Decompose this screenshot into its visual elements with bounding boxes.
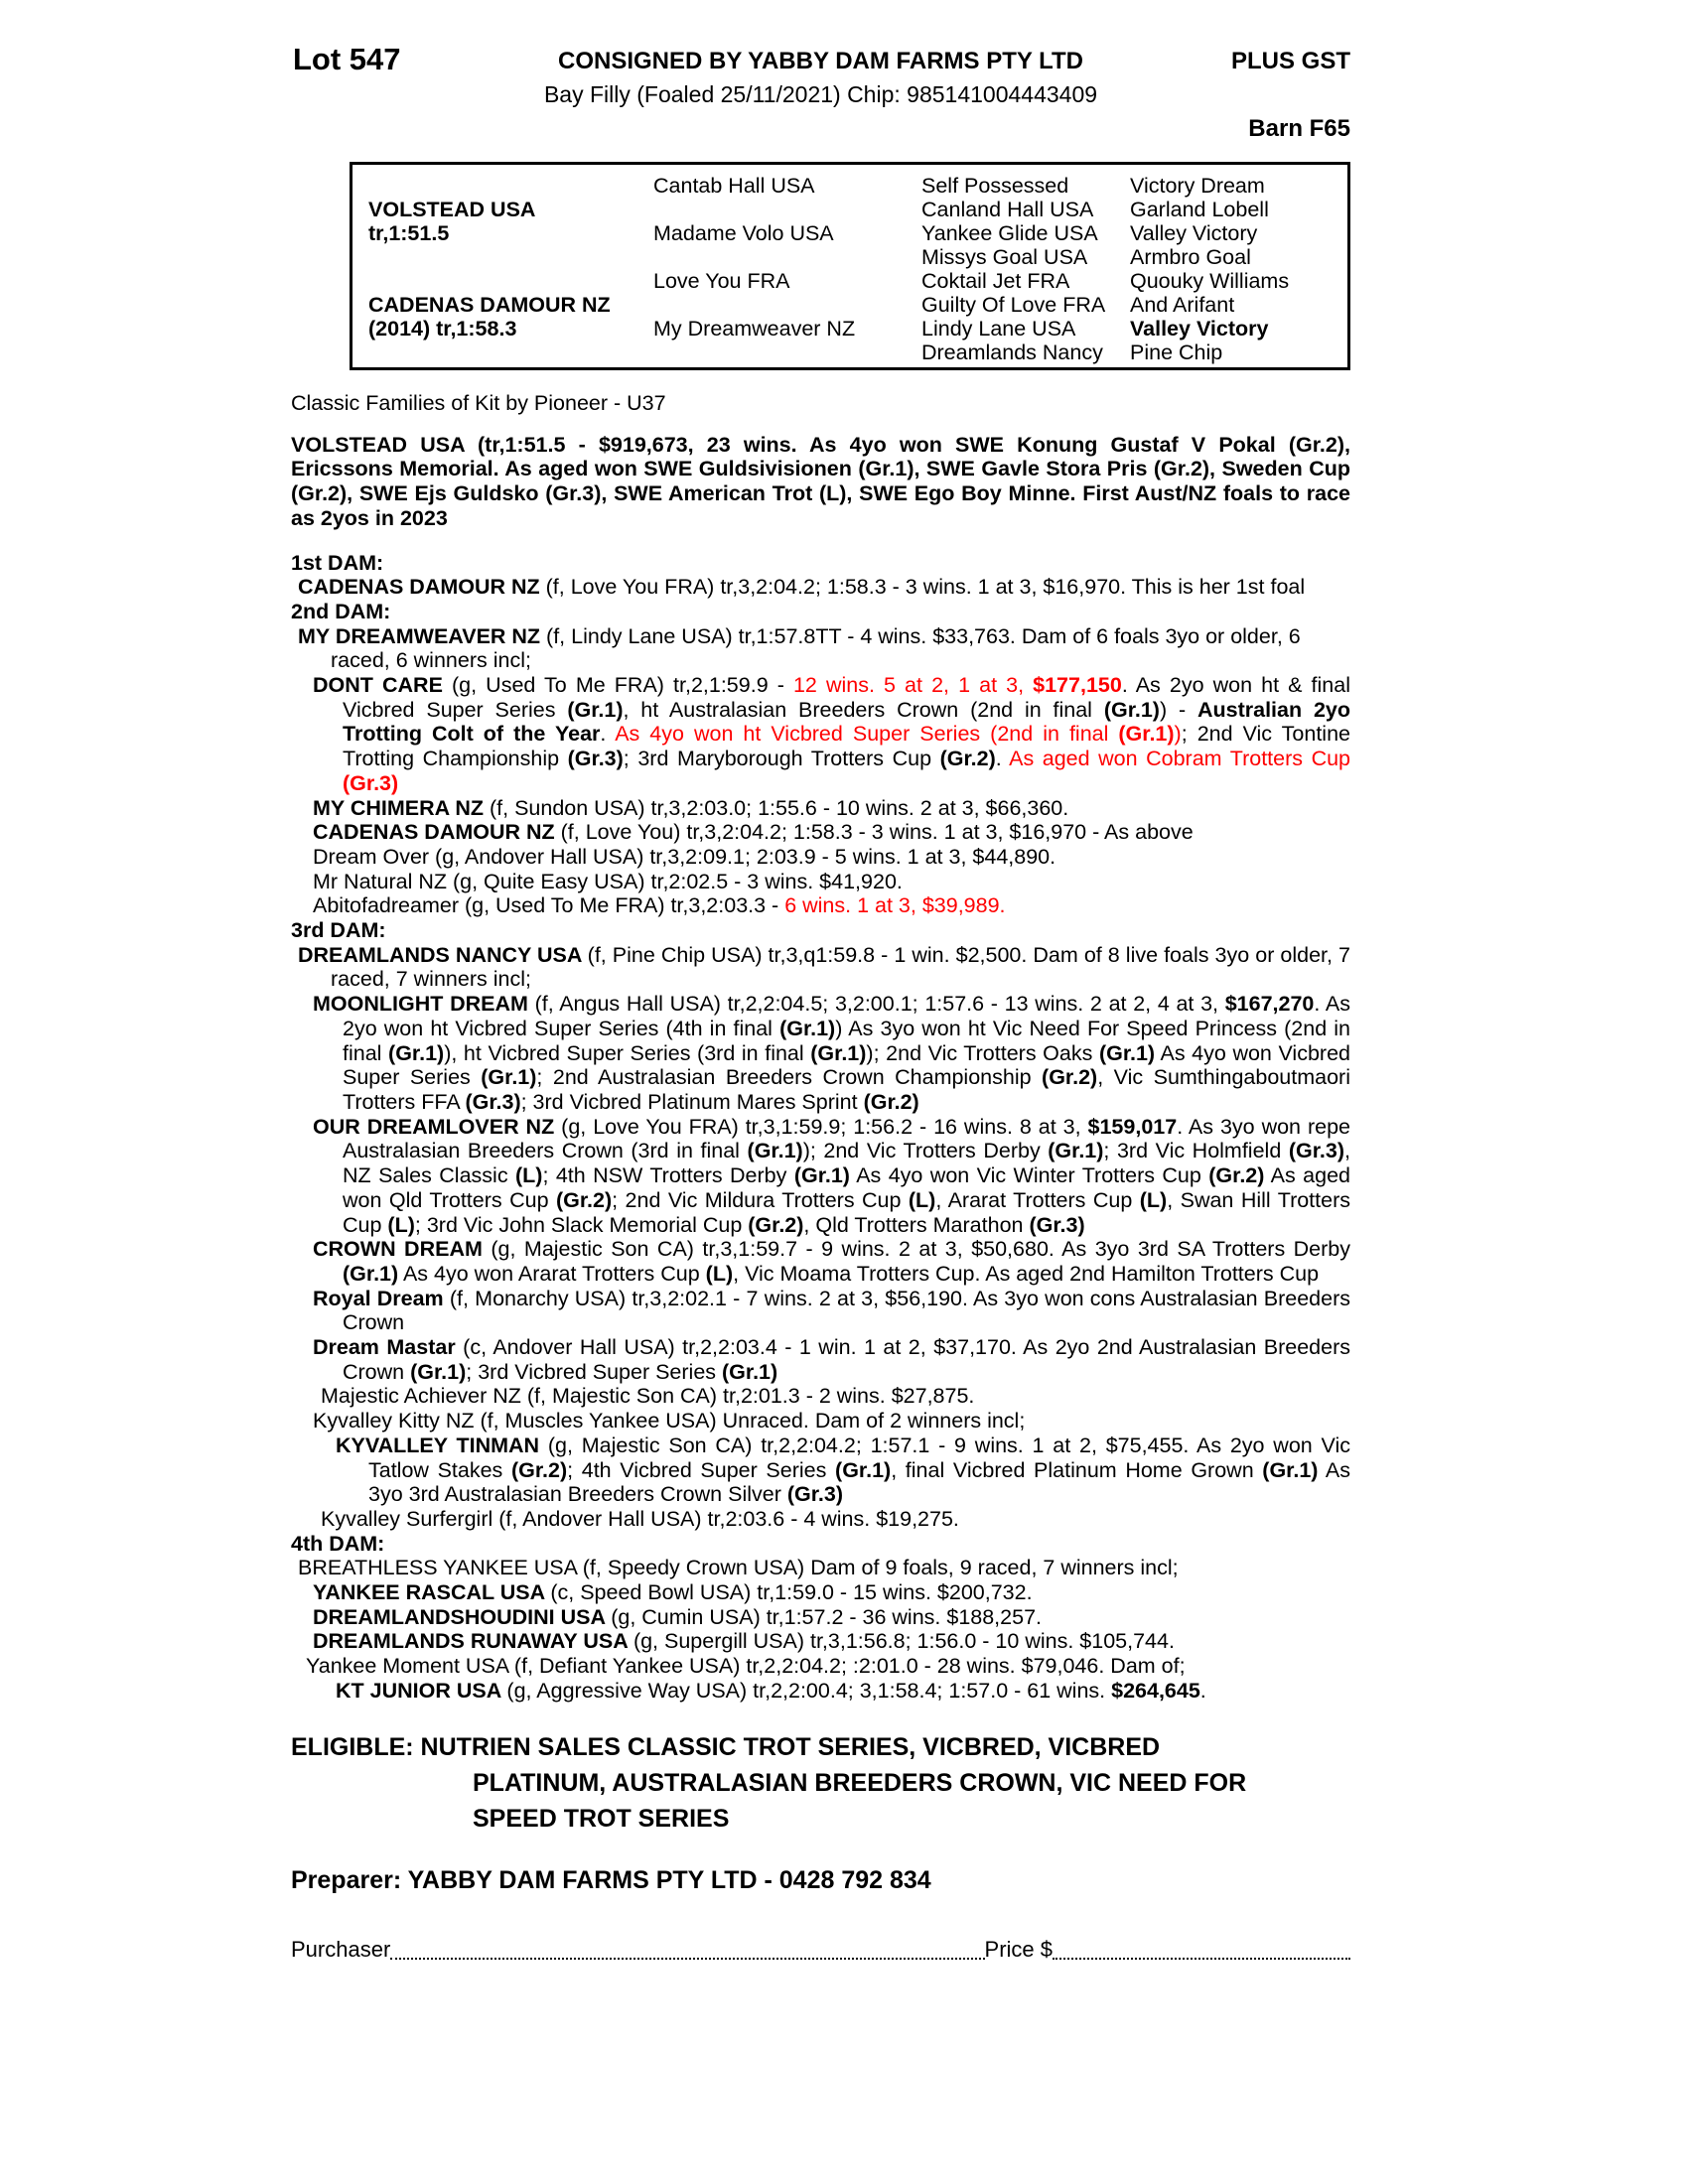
pedigree-cell: Self Possessed: [921, 174, 1069, 198]
text-segment: (g, Supergill USA) tr,3,1:56.8; 1:56.0 - 10 wins. $105,744.: [633, 1629, 1175, 1654]
pedigree-entry: [291, 992, 1350, 1115]
pedigree-cell: Lindy Lane USA: [921, 317, 1076, 341]
text-segment: As 3yo 3rd Australasian Breeders Crown Silver: [368, 1457, 1350, 1507]
text-segment: MY DREAMWEAVER NZ: [298, 623, 547, 648]
eligibility-block: [291, 1729, 1350, 1837]
text-segment: ); 2nd Vic Trotters Derby: [802, 1139, 1049, 1163]
text-segment: CADENAS DAMOUR NZ: [298, 575, 546, 600]
pedigree-cell: Canland Hall USA: [921, 198, 1094, 221]
text-segment: (L): [1139, 1187, 1168, 1212]
consignor-line: CONSIGNED BY YABBY DAM FARMS PTY LTD: [558, 48, 1083, 74]
text-segment: (Gr.2): [748, 1212, 804, 1237]
text-segment: As 4yo won ht Vicbred Super Series (2nd in final: [615, 722, 1119, 747]
text-segment: , ht Australasian Breeders Crown (2nd in final: [623, 697, 1104, 722]
pedigree-cell: Yankee Glide USA: [921, 221, 1098, 245]
text-segment: (g, Used To Me FRA) tr,2,1:59.9 -: [452, 673, 793, 698]
text-segment: (L): [515, 1163, 543, 1188]
pedigree-cell: [653, 293, 855, 317]
text-segment: (f, Lindy Lane USA) tr,1:57.8TT - 4 wins. $33,763. Dam of 6 foals 3yo or older, 6 raced, 6 winners incl;: [331, 623, 1301, 673]
text-segment: $264,645: [1111, 1678, 1200, 1703]
text-segment: Mr Natural NZ (g, Quite Easy USA) tr,2:02.5 - 3 wins. $41,920.: [313, 869, 903, 893]
purchaser-label: Purchaser: [291, 1936, 391, 1962]
text-segment: As 4yo won Ararat Trotters Cup: [398, 1261, 706, 1286]
pedigree-cell: [653, 245, 855, 269]
pedigree-entry: [291, 1605, 1350, 1630]
sire-summary-paragraph: VOLSTEAD USA (tr,1:51.5 - $919,673, 23 wins. As 4yo won SWE Konung Gustaf V Pokal (Gr.2), Ericssons Memorial. As aged won SWE Guldsivisionen (Gr.1), SWE Gavle Stora Pris (Gr.2), Sweden Cup (Gr.2), SWE Ejs Guldsko (Gr.3), SWE American Trot (L), SWE Ego Boy Minne. First Aust/NZ foals to race as 2yos in 2023: [291, 432, 1350, 530]
text-segment: Kyvalley Surfergirl (f, Andover Hall USA) tr,2:03.6 - 4 wins. $19,275.: [321, 1506, 959, 1531]
dam-heading: 1st DAM:: [291, 550, 384, 575]
pedigree-entry: [291, 820, 1350, 845]
family-reference-line: Classic Families of Kit by Pioneer - U37: [291, 391, 666, 415]
text-segment: KT JUNIOR USA: [336, 1678, 507, 1703]
text-segment: , NZ Sales Classic: [343, 1139, 1350, 1188]
pedigree-column: [368, 174, 611, 364]
pedigree-cell: Valley Victory: [1130, 221, 1258, 245]
text-segment: (L): [908, 1187, 936, 1212]
text-segment: ) -: [1159, 697, 1197, 722]
text-segment: Majestic Achiever NZ (f, Majestic Son CA) tr,2:01.3 - 2 wins. $27,875.: [321, 1384, 975, 1409]
text-segment: (Gr.2): [939, 747, 996, 771]
eligibility-line: SPEED TROT SERIES: [473, 1804, 730, 1833]
pedigree-cell: Armbro Goal: [1130, 245, 1251, 269]
text-segment: ; 4th Vicbred Super Series: [567, 1457, 836, 1482]
text-segment: (f, Monarchy USA) tr,3,2:02.1 - 7 wins. 2 at 3, $56,190. As 3yo won cons Australasian Breeders Crown: [343, 1286, 1350, 1335]
text-segment: (Gr.1): [793, 1163, 850, 1188]
text-segment: (g, Aggressive Way USA) tr,2,2:00.4; 3,1:58.4; 1:57.0 - 61 wins.: [506, 1678, 1112, 1703]
text-segment: (Gr.1): [567, 697, 624, 722]
text-segment: ); 2nd Vic Trotters Oaks: [866, 1040, 1099, 1065]
plus-gst-label: PLUS GST: [1230, 48, 1350, 74]
pedigree-entry: [291, 1409, 1350, 1433]
text-segment: (Gr.1): [1262, 1457, 1319, 1482]
text-segment: ; 2nd Australasian Breeders Crown Championship: [536, 1065, 1043, 1090]
text-segment: DREAMLANDS NANCY USA: [298, 942, 588, 967]
pedigree-cell: CADENAS DAMOUR NZ: [368, 293, 611, 317]
text-segment: . As 2yo won ht & final Vicbred Super Series: [343, 673, 1350, 722]
text-segment: YANKEE RASCAL USA: [313, 1580, 551, 1605]
pedigree-entry: [291, 673, 1350, 796]
text-segment: (Gr.3): [343, 770, 399, 795]
page-header: [291, 0, 1350, 162]
lot-number: Lot 547: [293, 42, 401, 76]
text-segment: ; 3rd Maryborough Trotters Cup: [623, 747, 940, 771]
text-segment: ) As 3yo won ht Vic Need For Speed Princess (2nd in final: [343, 1016, 1351, 1065]
text-segment: BREATHLESS YANKEE USA (f, Speedy Crown USA) Dam of 9 foals, 9 raced, 7 winners incl;: [298, 1556, 1179, 1580]
text-segment: 6 wins. 1 at 3, $39,989.: [784, 893, 1006, 918]
pedigree-entry: [291, 1335, 1350, 1384]
text-segment: , Ararat Trotters Cup: [935, 1187, 1140, 1212]
pedigree-entry: [291, 1287, 1350, 1335]
purchaser-price-line: [291, 1937, 1350, 1963]
text-segment: DONT CARE: [313, 673, 452, 698]
text-segment: (Gr.2): [555, 1187, 613, 1212]
text-segment: .: [1199, 1678, 1206, 1703]
text-segment: MOONLIGHT DREAM: [313, 992, 535, 1017]
pedigree-column: [1130, 174, 1289, 364]
text-segment: (L): [387, 1212, 415, 1237]
pedigree-entry: [291, 893, 1350, 918]
text-segment: .: [995, 747, 1010, 771]
price-dotted-leader: [1053, 1958, 1350, 1960]
pedigree-cell: Dreamlands Nancy: [921, 341, 1103, 364]
pedigree-cell: [368, 269, 611, 293]
pedigree-entry: [291, 943, 1350, 992]
pedigree-cell: [653, 341, 855, 364]
pedigree-cell: Guilty Of Love FRA: [921, 293, 1106, 317]
pedigree-cell: [368, 174, 611, 198]
text-segment: (g, Majestic Son CA) tr,2,2:04.2; 1:57.1 - 9 wins. 1 at 2, $75,455. As 2yo won Vic Tatlow Stakes: [368, 1433, 1350, 1482]
text-segment: (c, Speed Bowl USA) tr,1:59.0 - 15 wins. $200,732.: [550, 1580, 1033, 1605]
pedigree-cell: [368, 341, 611, 364]
text-segment: OUR DREAMLOVER NZ: [313, 1114, 562, 1139]
text-segment: ; 3rd Vic John Slack Memorial Cup: [414, 1212, 749, 1237]
text-segment: ; 2nd Vic Mildura Trotters Cup: [612, 1187, 909, 1212]
text-segment: (Gr.1): [1048, 1139, 1104, 1163]
pedigree-entry: [291, 870, 1350, 894]
pedigree-entry: [291, 1629, 1350, 1654]
pedigree-cell: Cantab Hall USA: [653, 174, 815, 198]
text-segment: (Gr.2): [1042, 1065, 1098, 1090]
pedigree-cell: Coktail Jet FRA: [921, 269, 1070, 293]
pedigree-table: [350, 162, 1350, 370]
pedigree-column: [653, 174, 855, 364]
barn-label: Barn F65: [1248, 115, 1350, 142]
text-segment: DREAMLANDSHOUDINI USA: [313, 1604, 612, 1629]
pedigree-cell: And Arifant: [1130, 293, 1235, 317]
text-segment: (Gr.1): [481, 1065, 537, 1090]
pedigree-entry: [291, 1556, 1350, 1580]
text-segment: . As 3yo won repe Australasian Breeders Crown (3rd in final: [343, 1114, 1350, 1163]
pedigree-cell: [653, 198, 855, 221]
text-segment: , Qld Trotters Marathon: [803, 1212, 1030, 1237]
pedigree-cell: Valley Victory: [1130, 317, 1269, 341]
text-segment: 12 wins. 5 at 2, 1 at 3,: [792, 673, 1034, 698]
text-segment: , Swan Hill Trotters Cup: [343, 1187, 1350, 1237]
text-segment: DREAMLANDS RUNAWAY USA: [313, 1629, 633, 1654]
text-segment: (Gr.2): [863, 1089, 919, 1114]
text-segment: (Gr.1): [1103, 697, 1160, 722]
text-segment: As 4yo won Vicbred Super Series: [343, 1040, 1350, 1090]
pedigree-column: [921, 174, 1105, 364]
text-segment: (Gr.1): [1098, 1040, 1156, 1065]
pedigree-cell: Missys Goal USA: [921, 245, 1088, 269]
text-segment: . As 2yo won ht Vicbred Super Series (4th in final: [343, 992, 1350, 1040]
text-segment: ), ht Vicbred Super Series (3rd in final: [444, 1040, 811, 1065]
text-segment: , final Vicbred Platinum Home Grown: [891, 1457, 1263, 1482]
text-segment: (Gr.3): [1029, 1212, 1085, 1237]
text-segment: (Gr.1): [835, 1457, 892, 1482]
pedigree-cell: My Dreamweaver NZ: [653, 317, 856, 341]
text-segment: (Gr.1): [410, 1359, 467, 1384]
text-segment: KYVALLEY TINMAN: [336, 1433, 548, 1457]
pedigree-cell: tr,1:51.5: [368, 221, 450, 245]
text-segment: (f, Sundon USA) tr,3,2:03.0; 1:55.6 - 10 wins. 2 at 3, $66,360.: [489, 795, 1069, 820]
pedigree-cell: (2014) tr,1:58.3: [368, 317, 517, 341]
text-segment: As 4yo won Vic Winter Trotters Cup: [849, 1163, 1209, 1188]
text-segment: Dream Mastar: [313, 1335, 464, 1360]
text-segment: Dream Over (g, Andover Hall USA) tr,3,2:09.1; 2:03.9 - 5 wins. 1 at 3, $44,890.: [313, 844, 1056, 869]
text-segment: (Gr.1): [343, 1261, 399, 1286]
purchaser-dotted-leader: [390, 1958, 984, 1960]
pedigree-cell: Madame Volo USA: [653, 221, 834, 245]
text-segment: (L): [705, 1261, 734, 1286]
eligibility-line: PLATINUM, AUSTRALASIAN BREEDERS CROWN, VIC NEED FOR: [473, 1768, 1247, 1797]
text-segment: ; 2nd Vic Tontine Trotting Championship: [343, 722, 1350, 771]
text-segment: Royal Dream: [313, 1286, 450, 1310]
dam-heading: 4th DAM:: [291, 1531, 385, 1556]
text-segment: ; 4th NSW Trotters Derby: [542, 1163, 794, 1188]
pedigree-entry: [291, 1507, 1350, 1532]
horse-description: Bay Filly (Foaled 25/11/2021) Chip: 985141004443409: [543, 81, 1098, 107]
pedigree-entry: [291, 1115, 1350, 1238]
text-segment: (Gr.1): [779, 1016, 836, 1040]
eligibility-line: ELIGIBLE: NUTRIEN SALES CLASSIC TROT SERIES, VICBRED, VICBRED: [291, 1732, 1161, 1761]
text-segment: ; 3rd Vicbred Super Series: [466, 1359, 723, 1384]
text-segment: As aged won Cobram Trotters Cup: [1009, 747, 1351, 771]
text-segment: (f, Pine Chip USA) tr,3,q1:59.8 - 1 win. $2,500. Dam of 8 live foals 3yo or older, 7 raced, 7 winners incl;: [331, 942, 1350, 992]
text-segment: (f, Love You FRA) tr,3,2:04.2; 1:58.3 - 3 wins. 1 at 3, $16,970. This is her 1st foal: [545, 575, 1306, 600]
text-segment: ; 3rd Vicbred Platinum Mares Sprint: [520, 1089, 864, 1114]
dam-heading: 3rd DAM:: [291, 918, 386, 943]
text-segment: , Vic Moama Trotters Cup. As aged 2nd Hamilton Trotters Cup: [733, 1261, 1320, 1286]
text-segment: Abitofadreamer (g, Used To Me FRA) tr,3,2:03.3 -: [313, 893, 785, 918]
text-segment: (Gr.2): [1208, 1163, 1265, 1188]
pedigree-entry: [291, 1654, 1350, 1679]
text-segment: (f, Angus Hall USA) tr,2,2:04.5; 3,2:00.1; 1:57.6 - 13 wins. 2 at 2, 4 at 3,: [534, 992, 1225, 1017]
pedigree-cell: VOLSTEAD USA: [368, 198, 536, 221]
body-text: [291, 391, 1350, 1704]
pedigree-cell: Garland Lobell: [1130, 198, 1269, 221]
pedigree-entry: [291, 845, 1350, 870]
text-segment: Kyvalley Kitty NZ (f, Muscles Yankee USA) Unraced. Dam of 2 winners incl;: [313, 1409, 1026, 1433]
pedigree-entry: [291, 796, 1350, 821]
text-segment: (Gr.1): [722, 1359, 778, 1384]
text-segment: (Gr.3): [1288, 1139, 1345, 1163]
text-segment: (Gr.1): [747, 1139, 803, 1163]
text-segment: (g, Majestic Son CA) tr,3,1:59.7 - 9 wins. 2 at 3, $50,680. As 3yo 3rd SA Trotters Derby: [491, 1237, 1351, 1262]
pedigree-entry: [291, 624, 1350, 673]
pedigree-entry: [291, 1433, 1350, 1507]
text-segment: (Gr.3): [786, 1482, 843, 1507]
text-segment: Australian 2yo Trotting Colt of the Year: [343, 697, 1350, 747]
dam-heading: 2nd DAM:: [291, 599, 391, 623]
pedigree-cell: Pine Chip: [1130, 341, 1223, 364]
text-segment: .: [600, 722, 616, 747]
text-segment: (g, Cumin USA) tr,1:57.2 - 36 wins. $188,257.: [611, 1604, 1043, 1629]
text-segment: (Gr.1): [1118, 722, 1175, 747]
price-label: Price $: [984, 1936, 1053, 1962]
text-segment: As aged won Qld Trotters Cup: [343, 1163, 1350, 1212]
pedigree-entry: [291, 1580, 1350, 1605]
preparer-line: Preparer: YABBY DAM FARMS PTY LTD - 0428 792 834: [291, 1865, 931, 1894]
pedigree-cell: Victory Dream: [1130, 174, 1265, 198]
text-segment: $159,017: [1087, 1114, 1178, 1139]
pedigree-entry: [291, 575, 1350, 600]
text-segment: (Gr.3): [465, 1089, 521, 1114]
text-segment: (c, Andover Hall USA) tr,2,2:03.4 - 1 win. 1 at 2, $37,170. As 2yo 2nd Australasian Breeders Crown: [343, 1335, 1350, 1384]
page-content: [291, 0, 1350, 1963]
pedigree-cell: [368, 245, 611, 269]
text-segment: (f, Love You) tr,3,2:04.2; 1:58.3 - 3 wins. 1 at 3, $16,970 - As above: [560, 820, 1194, 845]
text-segment: CADENAS DAMOUR NZ: [313, 820, 561, 845]
text-segment: (Gr.1): [810, 1040, 867, 1065]
text-segment: ): [1174, 722, 1182, 747]
text-segment: $167,270: [1224, 992, 1315, 1017]
text-segment: , Vic Sumthingaboutmaori Trotters FFA: [343, 1065, 1350, 1114]
text-segment: CROWN DREAM: [313, 1237, 492, 1262]
text-segment: (Gr.2): [510, 1457, 568, 1482]
pedigree-entry: [291, 1679, 1350, 1704]
pedigree-entry: [291, 1237, 1350, 1286]
text-segment: $177,150: [1033, 673, 1122, 698]
text-segment: (Gr.1): [388, 1040, 445, 1065]
pedigree-cell: Quouky Williams: [1130, 269, 1290, 293]
text-segment: ; 3rd Vic Holmfield: [1103, 1139, 1289, 1163]
dam-sections: [291, 551, 1350, 1704]
pedigree-cell: Love You FRA: [653, 269, 790, 293]
text-segment: Yankee Moment USA (f, Defiant Yankee USA) tr,2,2:04.2; :2:01.0 - 28 wins. $79,046. Dam of;: [306, 1654, 1186, 1679]
pedigree-entry: [291, 1384, 1350, 1409]
text-segment: (Gr.3): [567, 747, 624, 771]
text-segment: (g, Love You FRA) tr,3,1:59.9; 1:56.2 - 16 wins. 8 at 3,: [561, 1114, 1088, 1139]
text-segment: MY CHIMERA NZ: [313, 795, 490, 820]
